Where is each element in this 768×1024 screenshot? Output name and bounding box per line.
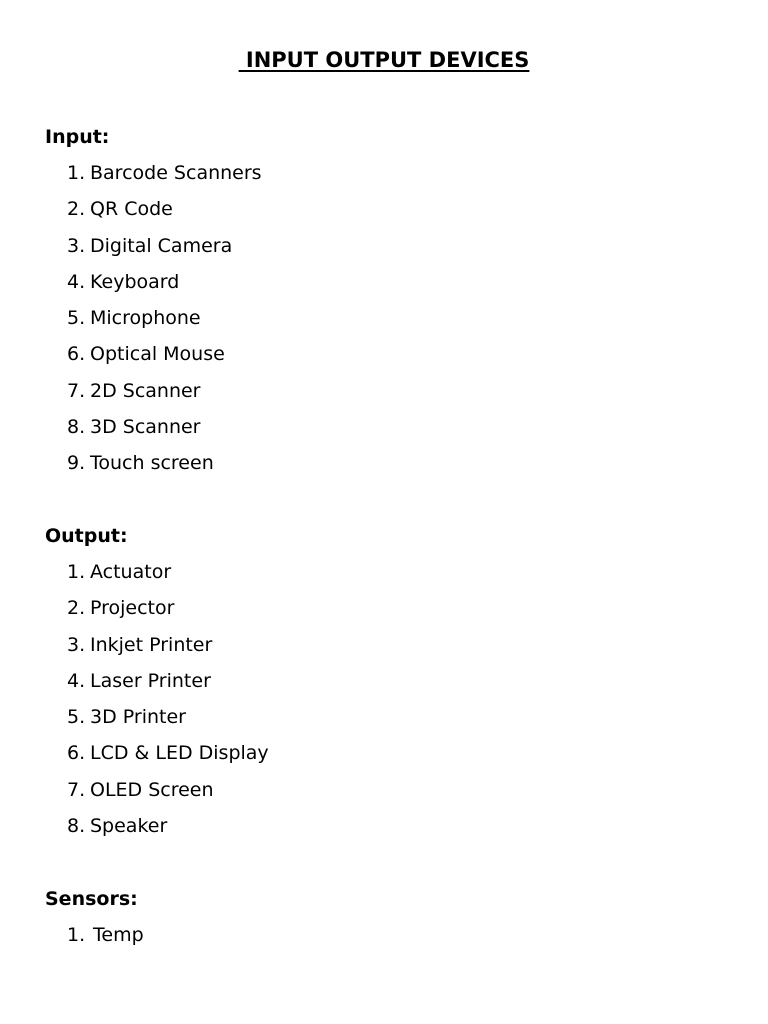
- list-number: 8.: [67, 416, 86, 439]
- list-number: 1.: [67, 162, 86, 184]
- list-item-label: Inkjet Printer: [90, 633, 213, 656]
- list-item-label: Digital Camera: [90, 234, 233, 257]
- list-item-label: Touch screen: [90, 452, 214, 475]
- list-item-label: Barcode Scanners: [90, 162, 262, 184]
- list-item: [45, 342, 262, 378]
- list-item-label: Speaker: [90, 815, 168, 838]
- list-item: [45, 379, 262, 415]
- list-item: [45, 415, 262, 451]
- list-number: 5.: [67, 307, 86, 330]
- list-item-label: QR Code: [90, 198, 173, 221]
- section-heading-input: Input:: [45, 126, 110, 148]
- list-number: 7.: [67, 379, 86, 402]
- list-item: [45, 633, 269, 669]
- list-item-label: Optical Mouse: [90, 343, 225, 366]
- list-item-label: 3D Scanner: [90, 416, 201, 439]
- input-device-list: [45, 161, 262, 488]
- list-number: 3.: [67, 234, 86, 257]
- list-number: 1.: [67, 924, 86, 946]
- list-item: [45, 814, 269, 850]
- list-item: [45, 596, 269, 632]
- section-heading-sensors: Sensors:: [45, 888, 138, 910]
- list-number: 1.: [67, 561, 86, 583]
- output-section: [45, 524, 269, 850]
- list-number: 9.: [67, 452, 86, 475]
- list-number: 7.: [67, 778, 86, 801]
- list-item: [45, 161, 262, 197]
- list-item-label: Laser Printer: [90, 669, 211, 692]
- list-item: [45, 560, 269, 596]
- list-item-label: Microphone: [90, 307, 201, 330]
- list-number: 4.: [67, 669, 86, 692]
- list-item-label: LCD & LED Display: [90, 742, 269, 765]
- list-item-label: 3D Printer: [90, 706, 186, 729]
- list-item: [45, 778, 269, 814]
- list-number: 6.: [67, 343, 86, 366]
- document-title: [0, 46, 768, 74]
- input-section: [45, 125, 262, 488]
- section-heading-output: Output:: [45, 525, 128, 547]
- list-item: [45, 923, 144, 959]
- list-number: 6.: [67, 742, 86, 765]
- list-item: [45, 741, 269, 777]
- list-number: 8.: [67, 815, 86, 838]
- sensors-section: [45, 887, 144, 959]
- list-number: 3.: [67, 633, 86, 656]
- list-item-label: Projector: [90, 597, 175, 620]
- list-item: [45, 234, 262, 270]
- list-item: [45, 197, 262, 233]
- list-item-label: Keyboard: [90, 270, 180, 293]
- list-item-label: Temp: [93, 924, 144, 946]
- output-device-list: [45, 560, 269, 850]
- list-number: 2.: [67, 198, 86, 221]
- list-number: 5.: [67, 706, 86, 729]
- list-item: [45, 451, 262, 487]
- list-item-label: OLED Screen: [90, 778, 214, 801]
- list-item: [45, 705, 269, 741]
- list-item-label: 2D Scanner: [90, 379, 201, 402]
- list-item: [45, 270, 262, 306]
- title-text: INPUT OUTPUT DEVICES: [238, 48, 530, 72]
- list-number: 4.: [67, 270, 86, 293]
- list-item: [45, 306, 262, 342]
- list-item-label: Actuator: [90, 561, 172, 583]
- sensor-list: [45, 923, 144, 959]
- list-item: [45, 669, 269, 705]
- list-number: 2.: [67, 597, 86, 620]
